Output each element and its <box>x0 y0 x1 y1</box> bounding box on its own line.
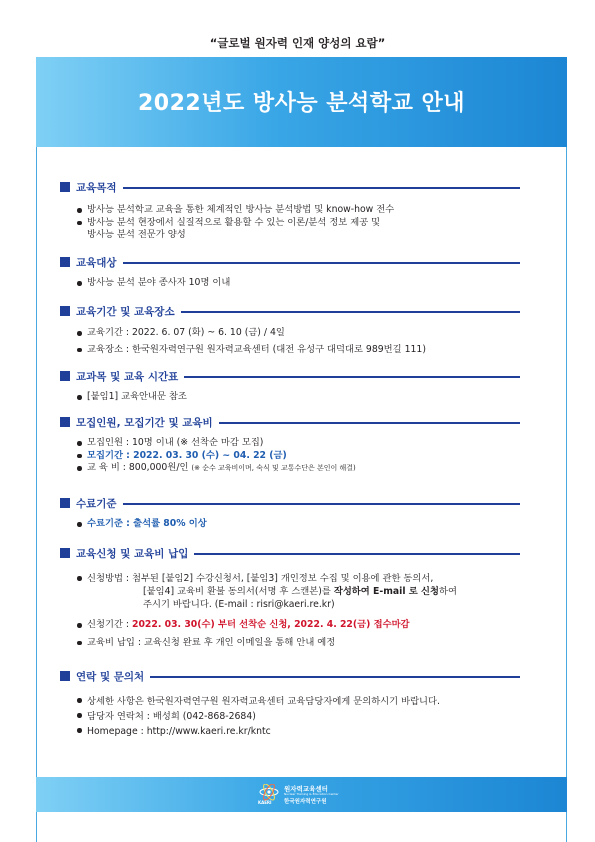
completion-criteria: 수료기준 : 출석률 80% 이상 <box>87 518 207 529</box>
logo-center-english: Nuclear Training & Education Center <box>284 792 339 796</box>
section-title: 교육목적 <box>76 180 123 195</box>
list-item <box>60 204 520 217</box>
list-item <box>60 391 520 404</box>
section-completion <box>60 497 520 531</box>
section-target <box>60 256 520 290</box>
section-title: 교육대상 <box>76 255 123 270</box>
section-header <box>60 370 520 384</box>
section-header <box>60 416 520 430</box>
section-header <box>60 305 520 319</box>
bullet-icon <box>77 348 82 353</box>
section-header <box>60 497 520 511</box>
list-item <box>60 572 520 585</box>
list-item <box>60 229 520 242</box>
section-apply <box>60 547 520 649</box>
item-text: 교육장소 : 한국원자력연구원 원자력교육센터 (대전 유성구 대덕대로 989번길 111) <box>87 343 426 355</box>
bullet-icon <box>77 641 82 646</box>
section-title: 수료기준 <box>76 496 123 511</box>
section-purpose <box>60 181 520 242</box>
section-marker-icon <box>60 371 70 381</box>
item-text: 교육기간 : 2022. 6. 07 (화) ~ 6. 10 (금) / 4일 <box>87 327 285 338</box>
bullet-icon <box>77 395 82 400</box>
section-marker-icon <box>60 257 70 267</box>
section-header <box>60 547 520 561</box>
list-item <box>60 344 520 357</box>
list-item <box>60 709 520 724</box>
section-header <box>60 181 520 195</box>
footer-banner <box>36 777 567 812</box>
list-item <box>60 585 520 598</box>
contact-phone: 담당자 연락처 : 배성희 (042-868-2684) <box>87 711 256 722</box>
item-text: 방사능 분석 현장에서 실질적으로 활용할 수 있는 이론/분석 정보 제공 및 <box>87 216 381 228</box>
section-title: 교과목 및 교육 시간표 <box>76 369 184 384</box>
section-header <box>60 670 520 684</box>
section-title: 모집인원, 모집기간 및 교육비 <box>76 415 219 430</box>
apply-period: 2022. 03. 30(수) 부터 선착순 신청, 2022. 4. 22(금) 접수마감 <box>131 619 410 630</box>
email-text: 주시기 바랍니다. (E-mail : risri@kaeri.re.kr) <box>143 599 335 610</box>
section-header <box>60 256 520 270</box>
section-curriculum <box>60 370 520 404</box>
list-item <box>60 598 520 611</box>
item-text: [붙임1] 교육안내문 참조 <box>87 391 187 402</box>
section-marker-icon <box>60 498 70 508</box>
item-text: 하여 <box>438 586 457 597</box>
section-title: 연락 및 문의처 <box>76 669 150 684</box>
list-item <box>60 724 520 739</box>
section-recruit <box>60 416 520 475</box>
item-text: 신청기간 : <box>87 619 132 630</box>
fee-note: (※ 순수 교육비이며, 숙식 및 교통수단은 본인이 해결) <box>191 464 356 472</box>
bullet-icon <box>77 728 82 733</box>
section-rule <box>76 503 520 505</box>
section-marker-icon <box>60 417 70 427</box>
recruit-period: 모집기간 : 2022. 03. 30 (수) ~ 04. 22 (금) <box>87 449 287 461</box>
item-text: [붙임4] 교육비 환불 동의서(서명 후 스캔본)를 <box>143 586 334 597</box>
bullet-icon <box>77 331 82 336</box>
section-contact <box>60 670 520 739</box>
item-text: 방사능 분석학교 교육을 통한 체계적인 방사능 분석방법 및 know-how 전수 <box>87 204 395 215</box>
list-item <box>60 518 520 531</box>
item-text: 상세한 사항은 한국원자력연구원 원자력교육센터 교육담당자에게 문의하시기 바랍니다. <box>87 696 440 707</box>
list-item <box>60 694 520 709</box>
bullet-icon <box>77 713 82 718</box>
bullet-icon <box>77 623 82 628</box>
list-item <box>60 462 520 475</box>
page-title: 2022년도 방사능 분석학교 안내 <box>138 91 465 116</box>
bullet-icon <box>77 441 82 446</box>
header-banner <box>36 57 567 147</box>
item-text: 방사능 분석 분야 종사자 10명 이내 <box>87 277 231 288</box>
list-item <box>60 217 520 230</box>
list-item <box>60 277 520 290</box>
bullet-icon <box>77 281 82 286</box>
apply-method-emphasis: 작성하여 E-mail 로 신청 <box>333 586 439 597</box>
logo-center-name: 원자력교육센터 <box>284 785 328 793</box>
logo-kaeri-text: KAERI <box>258 800 272 805</box>
item-text: 모집인원 : 10명 이내 (※ 선착순 마감 모집) <box>87 437 264 448</box>
item-text: 방사능 분석 전문가 양성 <box>87 229 186 240</box>
list-item <box>60 327 520 340</box>
list-item <box>60 637 520 650</box>
kaeri-logo <box>258 782 348 807</box>
section-rule <box>76 262 520 264</box>
bullet-icon <box>77 466 82 471</box>
list-item <box>60 437 520 450</box>
section-title: 교육신청 및 교육비 납입 <box>76 546 194 561</box>
section-marker-icon <box>60 548 70 558</box>
section-title: 교육기간 및 교육장소 <box>76 304 181 319</box>
list-item <box>60 450 520 463</box>
bullet-icon <box>77 522 82 527</box>
list-item <box>60 619 520 632</box>
bullet-icon <box>77 454 82 459</box>
section-rule <box>76 187 520 189</box>
bullet-icon <box>77 698 82 703</box>
logo-institute-name: 한국원자력연구원 <box>284 799 327 805</box>
bullet-icon <box>77 576 82 581</box>
homepage-link: Homepage : http://www.kaeri.re.kr/kntc <box>87 726 271 737</box>
bullet-icon <box>77 208 82 213</box>
item-text: 교육비 납입 : 교육신청 완료 후 개인 이메일을 통해 안내 예정 <box>87 636 336 648</box>
section-marker-icon <box>60 306 70 316</box>
section-marker-icon <box>60 182 70 192</box>
section-marker-icon <box>60 671 70 681</box>
slogan: “글로벌 원자력 인재 양성의 요람” <box>209 36 386 50</box>
item-text: 교 육 비 : 800,000원/인 <box>87 462 189 473</box>
bullet-icon <box>77 221 82 226</box>
section-period <box>60 305 520 356</box>
item-text: 신청방법 : 첨부된 [붙임2] 수강신청서, [붙임3] 개인정보 수집 및 이용에 관한 동의서, <box>87 573 434 584</box>
